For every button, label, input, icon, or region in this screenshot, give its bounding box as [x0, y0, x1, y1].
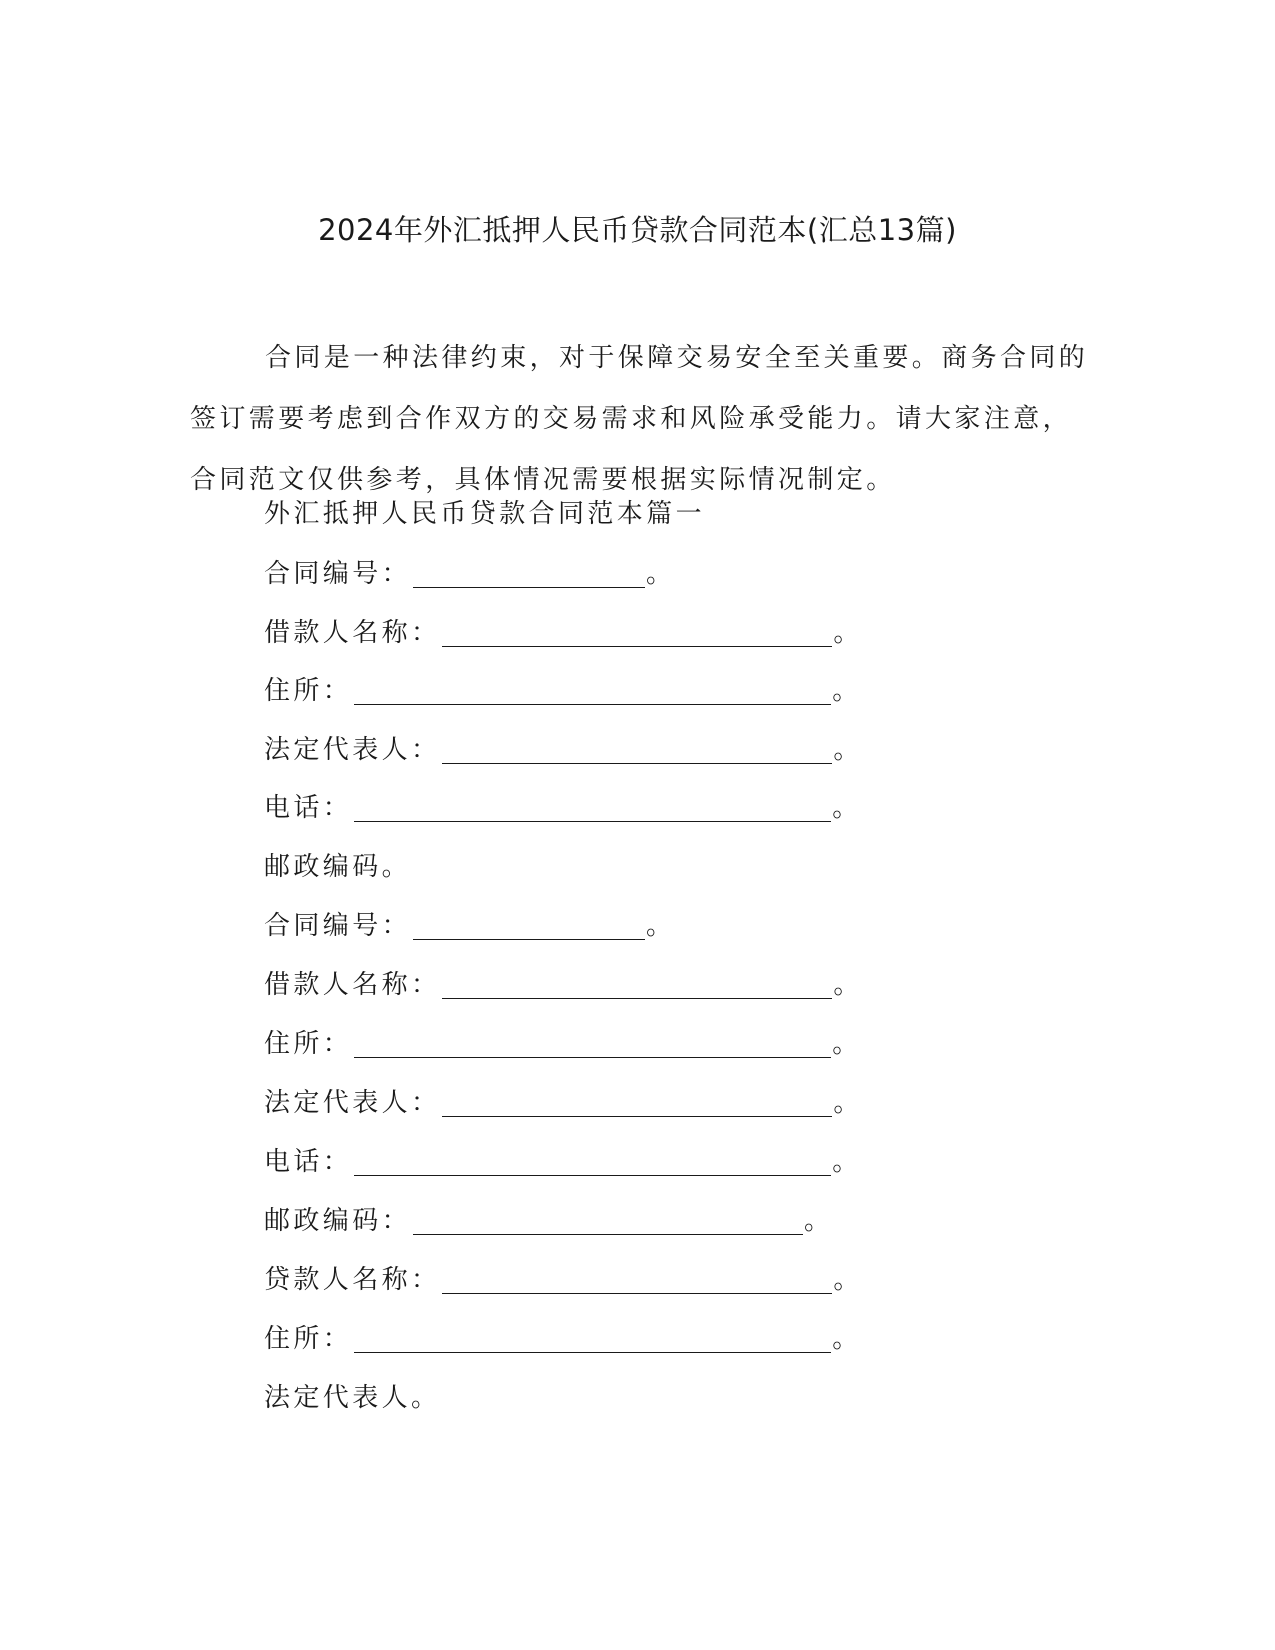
- fill-in-blank[interactable]: [354, 1147, 831, 1176]
- section-heading-text: 外汇抵押人民币贷款合同范本篇一: [264, 499, 706, 529]
- field-line: [264, 673, 862, 709]
- field-line: [264, 556, 675, 592]
- fill-in-blank[interactable]: [354, 676, 831, 705]
- field-period: 。: [832, 1147, 862, 1177]
- field-line: [264, 849, 411, 885]
- field-label: 邮政编码: [264, 852, 382, 882]
- fill-in-blank[interactable]: [354, 1029, 831, 1058]
- field-line: [264, 1203, 833, 1239]
- intro-paragraph: 合同是一种法律约束，对于保障交易安全至关重要。商务合同的签订需要考虑到合作双方的交易需求和风险承受能力。请大家注意，合同范文仅供参考，具体情况需要根据实际情况制定。: [190, 343, 1089, 495]
- field-period: 。: [804, 1206, 834, 1236]
- field-period: 。: [646, 559, 676, 589]
- fill-in-blank[interactable]: [413, 911, 645, 940]
- field-line: [264, 732, 863, 768]
- field-label: 法定代表人: [264, 1383, 412, 1413]
- field-line: [264, 908, 675, 944]
- field-label: 住所：: [264, 1324, 353, 1354]
- field-line: [264, 615, 863, 651]
- fill-in-blank[interactable]: [413, 1206, 803, 1235]
- fill-in-blank[interactable]: [413, 559, 645, 588]
- field-label: 合同编号：: [264, 911, 412, 941]
- fill-in-blank[interactable]: [442, 1265, 832, 1294]
- field-period: 。: [833, 1265, 863, 1295]
- field-period: 。: [833, 970, 863, 1000]
- field-period: 。: [381, 852, 412, 882]
- field-period: 。: [832, 1029, 862, 1059]
- field-line: [264, 1321, 862, 1357]
- field-period: 。: [832, 1324, 862, 1354]
- fill-in-blank[interactable]: [442, 1088, 832, 1117]
- field-line: [264, 1144, 862, 1180]
- field-label: 贷款人名称：: [264, 1265, 441, 1295]
- field-label: 借款人名称：: [264, 970, 441, 1000]
- field-period: 。: [832, 793, 862, 823]
- fill-in-blank[interactable]: [442, 618, 832, 647]
- field-period: 。: [411, 1383, 441, 1413]
- field-line: [264, 967, 863, 1003]
- field-line: [264, 1380, 440, 1416]
- field-period: 。: [833, 618, 863, 648]
- field-period: 。: [832, 676, 862, 706]
- field-line: [264, 1085, 863, 1121]
- field-label: 住所：: [264, 676, 353, 706]
- field-label: 法定代表人：: [264, 1088, 441, 1118]
- field-label: 邮政编码：: [264, 1206, 412, 1236]
- field-label: 电话：: [264, 1147, 353, 1177]
- field-period: 。: [833, 1088, 863, 1118]
- field-label: 法定代表人：: [264, 735, 441, 765]
- fill-in-blank[interactable]: [354, 1324, 831, 1353]
- fill-in-blank[interactable]: [442, 735, 832, 764]
- document-title: 2024年外汇抵押人民币贷款合同范本(汇总13篇): [318, 213, 957, 247]
- fill-in-blank[interactable]: [442, 970, 832, 999]
- field-line: [264, 1262, 863, 1298]
- section-heading: [264, 496, 705, 532]
- field-line: [264, 790, 862, 826]
- field-period: 。: [646, 911, 676, 941]
- field-label: 合同编号：: [264, 559, 412, 589]
- field-label: 住所：: [264, 1029, 353, 1059]
- field-period: 。: [833, 735, 863, 765]
- field-line: [264, 1026, 862, 1062]
- field-label: 电话：: [264, 793, 353, 823]
- field-label: 借款人名称：: [264, 618, 441, 648]
- fill-in-blank[interactable]: [354, 793, 831, 822]
